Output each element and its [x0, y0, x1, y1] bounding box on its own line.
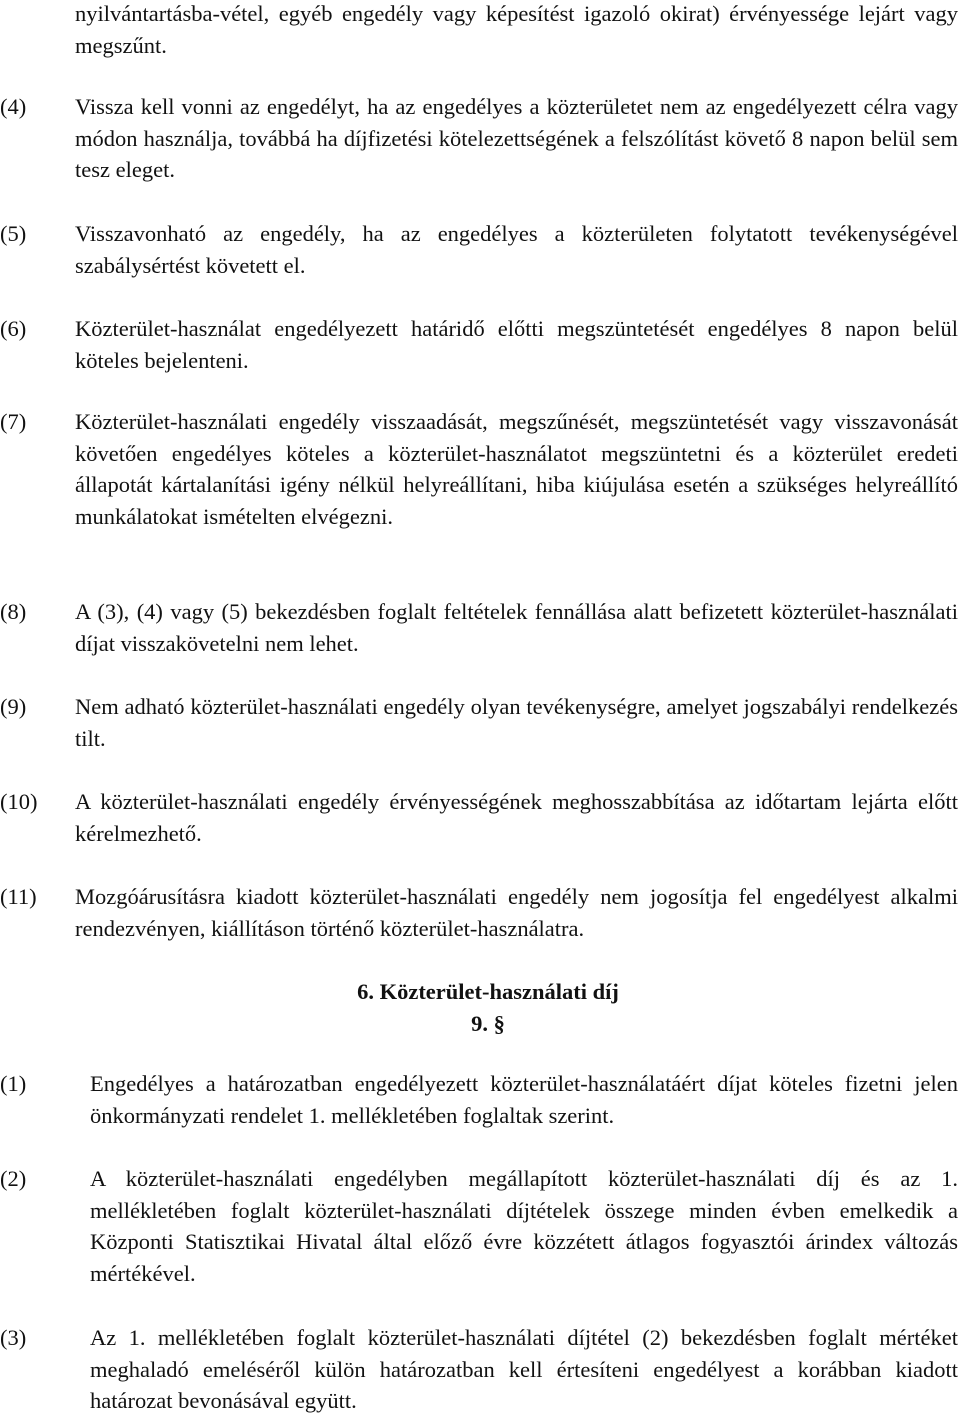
- paragraph-text: Engedélyes a határozatban engedélyezett közterület-használatáért díjat köteles fizetni jelen önkormányzati rendelet 1. mellékletében foglaltak szerint.: [90, 1071, 958, 1128]
- paragraph-7: [0, 406, 960, 532]
- paragraph-number: (11): [0, 884, 37, 909]
- paragraph-5: [0, 218, 960, 281]
- paragraph-number: (7): [0, 409, 27, 434]
- paragraph-9-1: [0, 1068, 960, 1131]
- paragraph-6: [0, 313, 960, 376]
- paragraph-text: Vissza kell vonni az engedélyt, ha az engedélyes a közterületet nem az engedélyezett célra vagy módon használja, továbbá ha díjfizetési kötelezettségének a felszólítást követő 8 napon belül sem tesz eleget.: [75, 94, 958, 182]
- paragraph-text: nyilvántartásba-vétel, egyéb engedély vagy képesítést igazoló okirat) érvényessége lejárt vagy megszűnt.: [75, 1, 958, 58]
- paragraph-text: A közterület-használati engedély érvényességének meghosszabbítása az időtartam lejárta előtt kérelmezhető.: [75, 789, 958, 846]
- paragraph-11: [0, 881, 960, 944]
- paragraph-10: [0, 786, 960, 849]
- paragraph-number: (1): [0, 1071, 27, 1096]
- section-heading: 6. Közterület-használati díj: [357, 979, 619, 1004]
- paragraph-number: (2): [0, 1166, 27, 1191]
- paragraph-number: (6): [0, 316, 27, 341]
- paragraph-text: Az 1. mellékletében foglalt közterület-használati díjtétel (2) bekezdésben foglalt mértéket meghaladó emeléséről külön határozatban kell értesíteni engedélyest a korábban kiadott határozat bevonásával együtt.: [90, 1325, 958, 1413]
- paragraph-text: Nem adható közterület-használati engedély olyan tevékenységre, amelyet jogszabályi rendelkezés tilt.: [75, 694, 958, 751]
- paragraph-number: (3): [0, 1325, 27, 1350]
- paragraph-text: Visszavonható az engedély, ha az engedélyes a közterületen folytatott tevékenységével szabálysértést követett el.: [75, 221, 958, 278]
- paragraph-9: [0, 691, 960, 754]
- paragraph-number: (10): [0, 789, 38, 814]
- paragraph-9-2: [0, 1163, 960, 1289]
- paragraph-4: [0, 91, 960, 186]
- paragraph-number: (5): [0, 221, 27, 246]
- paragraph-number: (8): [0, 599, 27, 624]
- paragraph-number: (9): [0, 694, 27, 719]
- paragraph-8: [0, 596, 960, 659]
- paragraph-number: (4): [0, 94, 27, 119]
- paragraph-text: A (3), (4) vagy (5) bekezdésben foglalt feltételek fennállása alatt befizetett közterület-használati díjat visszakövetelni nem lehet.: [75, 599, 958, 656]
- paragraph-text: Közterület-használati engedély visszaadását, megszűnését, megszüntetését vagy visszavonását követően engedélyes köteles a közterület-használatot megszüntetni és a közterület eredeti állapotát kártalanítási igény nélkül helyreállítani, hiba kiújulása esetén a szükséges helyreállító munkálatokat ismételten elvégezni.: [75, 409, 958, 529]
- paragraph-continued: [0, 0, 960, 61]
- paragraph-text: Közterület-használat engedélyezett határidő előtti megszüntetését engedélyes 8 napon belül köteles bejelenteni.: [75, 316, 958, 373]
- paragraph-text: A közterület-használati engedélyben megállapított közterület-használati díj és az 1. mellékletében foglalt közterület-használati díjtételek összege minden évben emelkedik a Központi Statisztikai Hivatal által előző évre közzétett átlagos fogyasztói árindex változás mértékével.: [90, 1166, 958, 1286]
- paragraph-heading: 9. §: [471, 1011, 505, 1036]
- paragraph-9-3: [0, 1322, 960, 1417]
- paragraph-text: Mozgóárusításra kiadott közterület-használati engedély nem jogosítja fel engedélyest alkalmi rendezvényen, kiállításon történő közterület-használatra.: [75, 884, 958, 941]
